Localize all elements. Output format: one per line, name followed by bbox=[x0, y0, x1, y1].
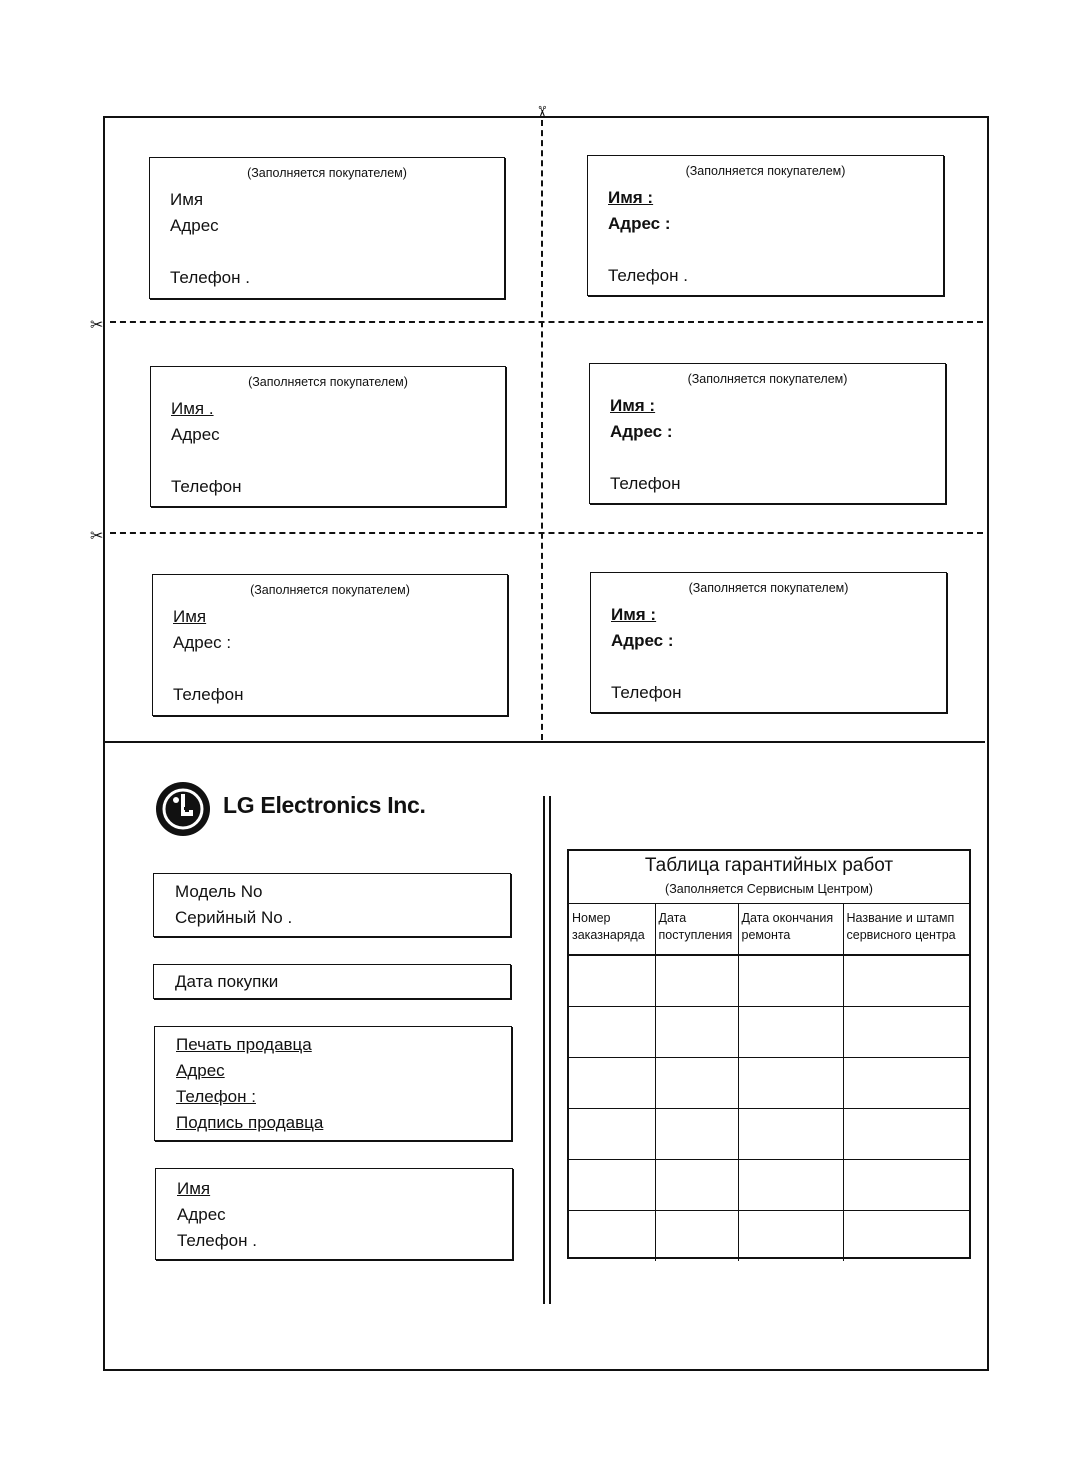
card-address-label: Адрес : bbox=[608, 214, 671, 233]
card-phone-label: Телефон bbox=[171, 477, 242, 496]
card-note: (Заполняется покупателем) bbox=[250, 583, 410, 597]
card-address-label: Адрес : bbox=[611, 631, 674, 650]
product-box bbox=[153, 873, 511, 937]
table-cell[interactable] bbox=[738, 1007, 843, 1058]
table-cell[interactable] bbox=[655, 1007, 738, 1058]
card-phone-label: Телефон bbox=[173, 685, 244, 704]
card-name-label: Имя : bbox=[608, 188, 654, 207]
card-phone-label: Телефон . bbox=[170, 268, 250, 287]
scissors-icon: ✂ bbox=[90, 528, 104, 545]
card-address-label: Адрес : bbox=[173, 633, 232, 652]
warranty-grid bbox=[569, 903, 969, 1261]
table-row bbox=[569, 1058, 969, 1109]
table-row bbox=[569, 1211, 969, 1262]
vertical-cut-line bbox=[541, 120, 543, 740]
card-name-label: Имя : bbox=[610, 396, 656, 415]
brand-name: LG Electronics Inc. bbox=[223, 792, 426, 818]
buyer-card-3 bbox=[150, 366, 506, 507]
table-cell[interactable] bbox=[569, 955, 655, 1007]
card-name-label: Имя : bbox=[611, 605, 657, 624]
vertical-divider bbox=[549, 796, 551, 1304]
table-row bbox=[569, 1160, 969, 1211]
seller-stamp-label: Печать продавца bbox=[176, 1035, 312, 1054]
table-cell[interactable] bbox=[843, 1160, 969, 1211]
table-cell[interactable] bbox=[655, 1160, 738, 1211]
table-cell[interactable] bbox=[843, 1007, 969, 1058]
table-cell[interactable] bbox=[569, 1058, 655, 1109]
card-address-label: Адрес bbox=[171, 425, 220, 444]
purchase-date-label: Дата покупки bbox=[175, 972, 279, 991]
card-address-label: Адрес : bbox=[610, 422, 673, 441]
table-cell[interactable] bbox=[738, 1109, 843, 1160]
buyer-card-6 bbox=[590, 572, 947, 713]
column-header-service-center: Название и штамп сервисного центра bbox=[843, 904, 969, 956]
table-cell[interactable] bbox=[843, 1211, 969, 1262]
scissors-icon: ✂ bbox=[532, 105, 550, 119]
buyer-card-4 bbox=[589, 363, 946, 504]
table-row bbox=[569, 955, 969, 1007]
table-cell[interactable] bbox=[843, 1058, 969, 1109]
warranty-table-title: Таблица гарантийных работ bbox=[644, 855, 894, 876]
warranty-table-subtitle: (Заполняется Сервисным Центром) bbox=[665, 882, 873, 896]
table-cell[interactable] bbox=[843, 1109, 969, 1160]
table-cell[interactable] bbox=[569, 1109, 655, 1160]
card-name-label: Имя bbox=[173, 607, 207, 626]
table-row bbox=[569, 1109, 969, 1160]
card-phone-label: Телефон . bbox=[608, 266, 688, 285]
owner-name-label: Имя bbox=[177, 1179, 211, 1198]
seller-address-label: Адрес bbox=[176, 1061, 225, 1080]
card-phone-label: Телефон bbox=[610, 474, 681, 493]
scissors-icon: ✂ bbox=[90, 317, 104, 334]
table-cell[interactable] bbox=[655, 1109, 738, 1160]
card-name-label: Имя . bbox=[171, 399, 214, 418]
owner-address-label: Адрес bbox=[177, 1205, 226, 1224]
seller-phone-label: Телефон : bbox=[176, 1087, 256, 1106]
section-divider bbox=[105, 741, 985, 743]
owner-phone-label: Телефон . bbox=[177, 1231, 257, 1250]
lg-logo-icon bbox=[154, 780, 212, 838]
owner-box bbox=[155, 1168, 513, 1260]
table-cell[interactable] bbox=[569, 1007, 655, 1058]
table-header-row bbox=[569, 904, 969, 956]
column-header-order-no: Номер заказнаряда bbox=[569, 904, 655, 956]
serial-label: Серийный No . bbox=[175, 908, 293, 927]
card-note: (Заполняется покупателем) bbox=[247, 166, 407, 180]
warranty-table bbox=[567, 849, 971, 1259]
card-address-label: Адрес bbox=[170, 216, 219, 235]
table-cell[interactable] bbox=[655, 955, 738, 1007]
seller-box bbox=[154, 1026, 512, 1141]
table-cell[interactable] bbox=[655, 1211, 738, 1262]
seller-signature-label: Подпись продавца bbox=[176, 1113, 324, 1132]
table-cell[interactable] bbox=[843, 955, 969, 1007]
table-cell[interactable] bbox=[738, 1058, 843, 1109]
table-row bbox=[569, 1007, 969, 1058]
model-label: Модель No bbox=[175, 882, 263, 901]
card-note: (Заполняется покупателем) bbox=[687, 372, 848, 386]
vertical-divider bbox=[543, 796, 545, 1304]
table-cell[interactable] bbox=[738, 1211, 843, 1262]
table-cell[interactable] bbox=[569, 1211, 655, 1262]
buyer-card-5 bbox=[152, 574, 508, 716]
horizontal-cut-line-1 bbox=[110, 321, 983, 323]
horizontal-cut-line-2 bbox=[110, 532, 983, 534]
card-note: (Заполняется покупателем) bbox=[685, 164, 846, 178]
buyer-card-2 bbox=[587, 155, 944, 296]
table-cell[interactable] bbox=[738, 1160, 843, 1211]
card-note: (Заполняется покупателем) bbox=[248, 375, 408, 389]
buyer-card-1 bbox=[149, 157, 505, 299]
column-header-received-date: Дата поступления bbox=[655, 904, 738, 956]
column-header-completion-date: Дата окончания ремонта bbox=[738, 904, 843, 956]
table-cell[interactable] bbox=[569, 1160, 655, 1211]
purchase-box bbox=[153, 964, 511, 999]
card-phone-label: Телефон bbox=[611, 683, 682, 702]
table-cell[interactable] bbox=[738, 955, 843, 1007]
card-name-label: Имя bbox=[170, 190, 204, 209]
table-cell[interactable] bbox=[655, 1058, 738, 1109]
card-note: (Заполняется покупателем) bbox=[688, 581, 849, 595]
